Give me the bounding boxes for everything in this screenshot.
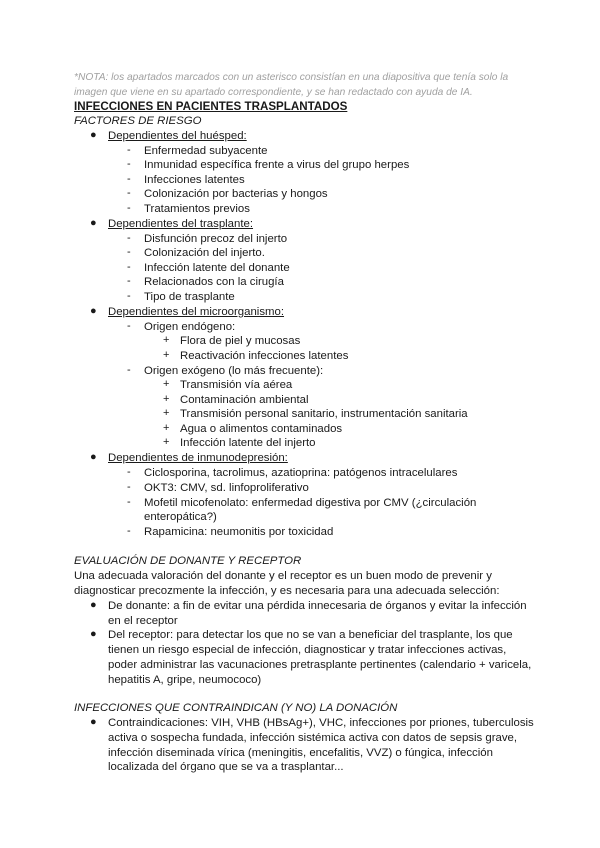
list-item: Relacionados con la cirugía xyxy=(144,276,284,288)
paragraph-line: diagnosticar precozmente la infección, y es necesaria para una adecuada selección: xyxy=(74,585,500,597)
list-item: Agua o alimentos contaminados xyxy=(180,423,343,435)
section-heading-contraindications: INFECCIONES QUE CONTRAINDICAN (Y NO) LA DONACIÓN xyxy=(74,702,398,714)
list-item: Disfunción precoz del injerto xyxy=(144,233,288,245)
list-item: Enfermedad subyacente xyxy=(144,145,268,157)
sub-label: Origen exógeno (lo más frecuente): xyxy=(144,365,324,377)
dash-icon: - xyxy=(127,173,131,185)
sub-label: Origen endógeno: xyxy=(144,321,236,333)
bullet-icon: ● xyxy=(90,217,97,229)
list-item: Inmunidad específica frente a virus del grupo herpes xyxy=(144,159,410,171)
dash-icon: - xyxy=(127,158,131,170)
bullet-icon: ● xyxy=(90,305,97,317)
dash-icon: - xyxy=(127,496,131,508)
list-item: Flora de piel y mucosas xyxy=(180,335,301,347)
bullet-icon: ● xyxy=(90,716,97,728)
dash-icon: - xyxy=(127,364,131,376)
group-label-host: Dependientes del huésped: xyxy=(108,130,247,142)
dash-icon: - xyxy=(127,525,131,537)
bullet-line: activa o sospecha fundada, infección sistémica activa con datos de sepsis grave, xyxy=(108,732,518,744)
bullet-icon: ● xyxy=(90,599,97,611)
list-item: Tipo de trasplante xyxy=(144,291,235,303)
dash-icon: - xyxy=(127,466,131,478)
group-label-immunosuppression: Dependientes de inmunodepresión: xyxy=(108,452,288,464)
bullet-line: De donante: a fin de evitar una pérdida innecesaria de órganos y evitar la infección xyxy=(108,600,527,612)
list-item: Transmisión vía aérea xyxy=(180,379,293,391)
dash-icon: - xyxy=(127,232,131,244)
bullet-line: en el receptor xyxy=(108,615,178,627)
bullet-icon: ● xyxy=(90,628,97,640)
plus-icon: + xyxy=(163,422,170,434)
list-item: Transmisión personal sanitario, instrumentación sanitaria xyxy=(180,408,468,420)
list-item: OKT3: CMV, sd. linfoproliferativo xyxy=(144,482,309,494)
paragraph-line: Una adecuada valoración del donante y el receptor es un buen modo de prevenir y xyxy=(74,570,492,582)
bullet-line: Contraindicaciones: VIH, VHB (HBsAg+), VHC, infecciones por priones, tuberculosis xyxy=(108,717,534,729)
bullet-line: Del receptor: para detectar los que no se van a beneficiar del trasplante, los que xyxy=(108,629,513,641)
plus-icon: + xyxy=(163,407,170,419)
dash-icon: - xyxy=(127,275,131,287)
dash-icon: - xyxy=(127,261,131,273)
plus-icon: + xyxy=(163,436,170,448)
bullet-icon: ● xyxy=(90,129,97,141)
list-item: Infecciones latentes xyxy=(144,174,245,186)
page-title: INFECCIONES EN PACIENTES TRASPLANTADOS xyxy=(74,100,348,113)
group-label-microorganism: Dependientes del microorganismo: xyxy=(108,306,285,318)
ai-note: *NOTA: los apartados marcados con un asterisco consistían en una diapositiva que tenía solo la imagen que viene en su apartado correspondiente, y se han redactado con ayuda de IA. xyxy=(74,72,509,98)
list-item: Contaminación ambiental xyxy=(180,394,309,406)
bullet-line: hepatitis A, gripe, neumococo) xyxy=(108,674,262,686)
bullet-icon: ● xyxy=(90,451,97,463)
dash-icon: - xyxy=(127,246,131,258)
section-heading-evaluation: EVALUACIÓN DE DONANTE Y RECEPTOR xyxy=(74,555,302,567)
list-item: Colonización del injerto. xyxy=(144,247,265,259)
list-item-continuation: enteropática?) xyxy=(144,511,217,523)
list-item: Ciclosporina, tacrolimus, azatioprina: patógenos intracelulares xyxy=(144,467,458,479)
list-item: Colonización por bacterias y hongos xyxy=(144,188,328,200)
list-item: Reactivación infecciones latentes xyxy=(180,350,349,362)
list-item: Mofetil micofenolato: enfermedad digestiva por CMV (¿circulación xyxy=(144,497,477,509)
plus-icon: + xyxy=(163,349,170,361)
plus-icon: + xyxy=(163,393,170,405)
dash-icon: - xyxy=(127,481,131,493)
bullet-line: poder administrar las vacunaciones pretrasplante pertinentes (calendario + varicela, xyxy=(108,659,532,671)
group-label-transplant: Dependientes del trasplante: xyxy=(108,218,254,230)
dash-icon: - xyxy=(127,290,131,302)
section-heading-risk-factors: FACTORES DE RIESGO xyxy=(74,115,202,127)
dash-icon: - xyxy=(127,202,131,214)
bullet-line: infección diseminada vírica (meningitis, encefalitis, VVZ) o fúngica, infección xyxy=(108,747,493,759)
dash-icon: - xyxy=(127,144,131,156)
plus-icon: + xyxy=(163,334,170,346)
bullet-line: tienen un riesgo especial de infección, diagnosticar y tratar infecciones activas, xyxy=(108,644,507,656)
list-item: Tratamientos previos xyxy=(144,203,250,215)
bullet-line: localizada del órgano que se va a trasplantar... xyxy=(108,761,344,773)
list-item: Rapamicina: neumonitis por toxicidad xyxy=(144,526,334,538)
plus-icon: + xyxy=(163,378,170,390)
list-item: Infección latente del injerto xyxy=(180,437,316,449)
list-item: Infección latente del donante xyxy=(144,262,290,274)
dash-icon: - xyxy=(127,320,131,332)
dash-icon: - xyxy=(127,187,131,199)
